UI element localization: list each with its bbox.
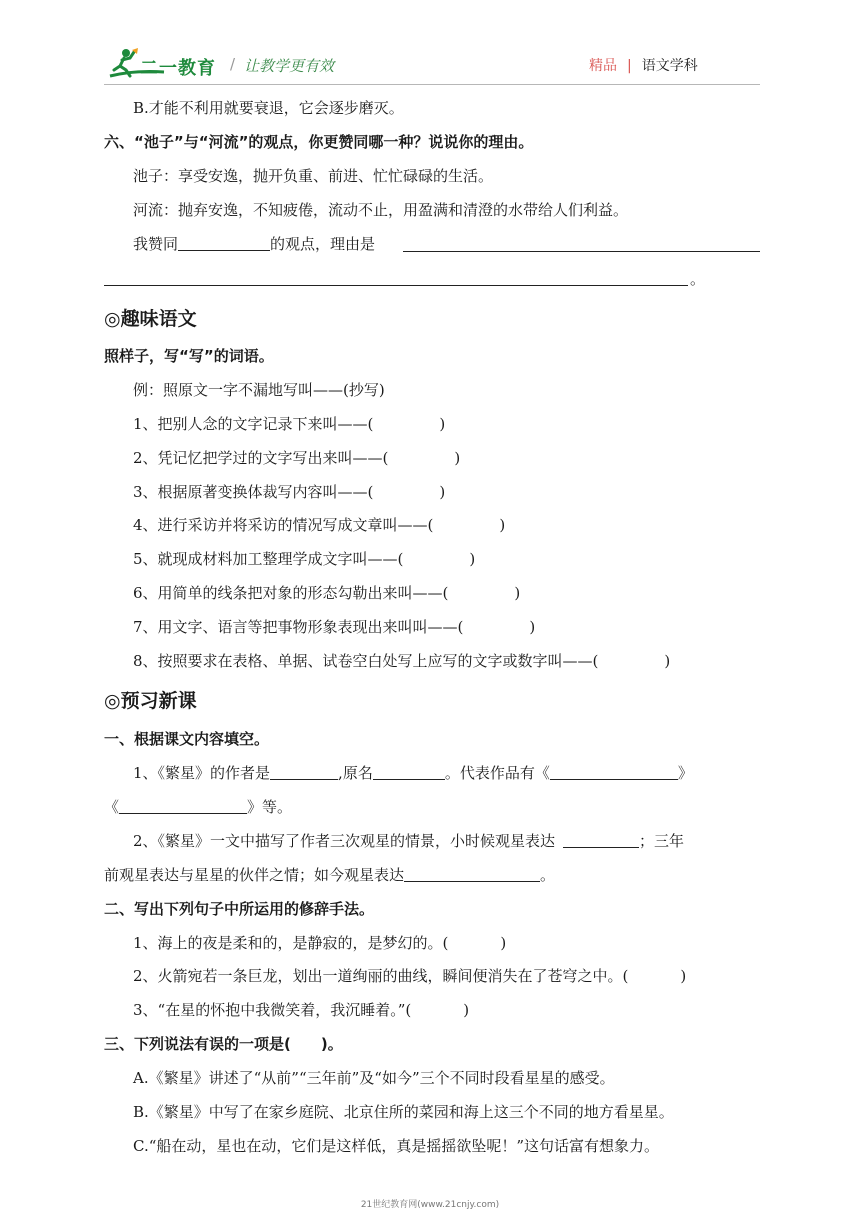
preview-heading: ◎预习新课 xyxy=(104,690,197,712)
brand-slogan: 让教学更有效 xyxy=(244,57,335,75)
agree-blank[interactable] xyxy=(178,234,270,251)
option-c: C.“船在动，星也在动，它们是这样低，真是摇摇欲坠呢！”这句话富有想象力。 xyxy=(133,1137,660,1155)
agree-prefix: 我赞同 xyxy=(133,235,179,253)
q6-river: 河流：抛弃安逸，不知疲倦，流动不止，用盈满和清澄的水带给人们利益。 xyxy=(133,201,629,219)
work-blank-1[interactable] xyxy=(550,763,678,780)
preview-q2-line2: 前观星表达与星星的伙伴之情；如今观星表达 。 xyxy=(104,866,556,884)
fun-item: 1、把别人念的文字记录下来叫——( ) xyxy=(133,415,446,433)
fun-item: 4、进行采访并将采访的情况写成文章叫——( ) xyxy=(133,516,506,534)
q6-agree xyxy=(133,233,375,254)
fun-chinese-heading: ◎趣味语文 xyxy=(104,308,197,330)
fun-item: 5、就现成材料加工整理学成文字叫——( ) xyxy=(133,550,476,568)
preview-q1-line1: 1、《繁星》的作者是 ,原名 。代表作品有《 》 xyxy=(133,764,693,782)
rhetoric-item: 1、海上的夜是柔和的，是静寂的，是梦幻的。( ) xyxy=(133,934,507,952)
reason-blank-1[interactable] xyxy=(403,251,760,252)
fun-item: 2、凭记忆把学过的文字写出来叫——( ) xyxy=(133,449,461,467)
rhetoric-item: 2、火箭宛若一条巨龙，划出一道绚丽的曲线，瞬间便消失在了苍穹之中。( ) xyxy=(133,967,687,985)
brand-name: 二一教育 xyxy=(140,58,216,79)
header-slash: / xyxy=(230,55,236,73)
fun-item: 6、用简单的线条把对象的形态勾勒出来叫——( ) xyxy=(133,584,521,602)
header-rule xyxy=(104,84,760,85)
rhetoric-item: 3、“在星的怀抱中我微笑着，我沉睡着。”( ) xyxy=(133,1001,470,1019)
now-blank[interactable] xyxy=(404,865,540,882)
author-blank[interactable] xyxy=(270,763,338,780)
original-name-blank[interactable] xyxy=(373,763,445,780)
option-b: B.《繁星》中写了在家乡庭院、北京住所的菜园和海上这三个不同的地方看星星。 xyxy=(133,1103,674,1121)
page-header xyxy=(0,0,860,84)
work-blank-2[interactable] xyxy=(119,797,247,814)
q6-title: 六、“池子”与“河流”的观点，你更赞同哪一种？说说你的理由。 xyxy=(104,133,534,151)
preview-part2-title: 二、写出下列句子中所运用的修辞手法。 xyxy=(104,900,375,918)
reason-blank-2[interactable] xyxy=(104,285,688,286)
preview-part1-title: 一、根据课文内容填空。 xyxy=(104,730,270,748)
preview-q1-line2: 《 》等。 xyxy=(104,798,293,816)
fun-item: 8、按照要求在表格、单据、试卷空白处写上应写的文字或数字叫——( ) xyxy=(133,652,671,670)
agree-middle: 的观点，理由是 xyxy=(270,235,376,253)
reason-end-mark: 。 xyxy=(690,270,706,288)
childhood-blank[interactable] xyxy=(563,831,639,848)
option-a: A.《繁星》讲述了“从前”“三年前”及“如今”三个不同时段看星星的感受。 xyxy=(133,1069,615,1087)
preview-q2-line1: 2、《繁星》一文中描写了作者三次观星的情景，小时候观星表达 ；三年 xyxy=(133,832,685,850)
q5-option-b: B.才能不利用就要衰退，它会逐步磨灭。 xyxy=(133,99,404,117)
fun-item: 3、根据原著变换体裁写内容叫——( ) xyxy=(133,483,446,501)
quality-label: 精品 xyxy=(589,58,617,74)
fun-example: 例：照原文一字不漏地写叫——(抄写) xyxy=(133,381,385,399)
page-footer: 21世纪教育网(www.21cnjy.com) xyxy=(360,1200,500,1210)
fun-instruction: 照样子，写“写”的词语。 xyxy=(104,347,274,365)
header-right xyxy=(589,55,698,75)
q6-pond: 池子：享受安逸，抛开负重、前进、忙忙碌碌的生活。 xyxy=(133,167,494,185)
header-separator: | xyxy=(627,58,632,74)
subject-label: 语文学科 xyxy=(641,58,698,74)
fun-item: 7、用文字、语言等把事物形象表现出来叫叫——( ) xyxy=(133,618,536,636)
preview-part3-title: 三、下列说法有误的一项是( )。 xyxy=(104,1035,343,1053)
